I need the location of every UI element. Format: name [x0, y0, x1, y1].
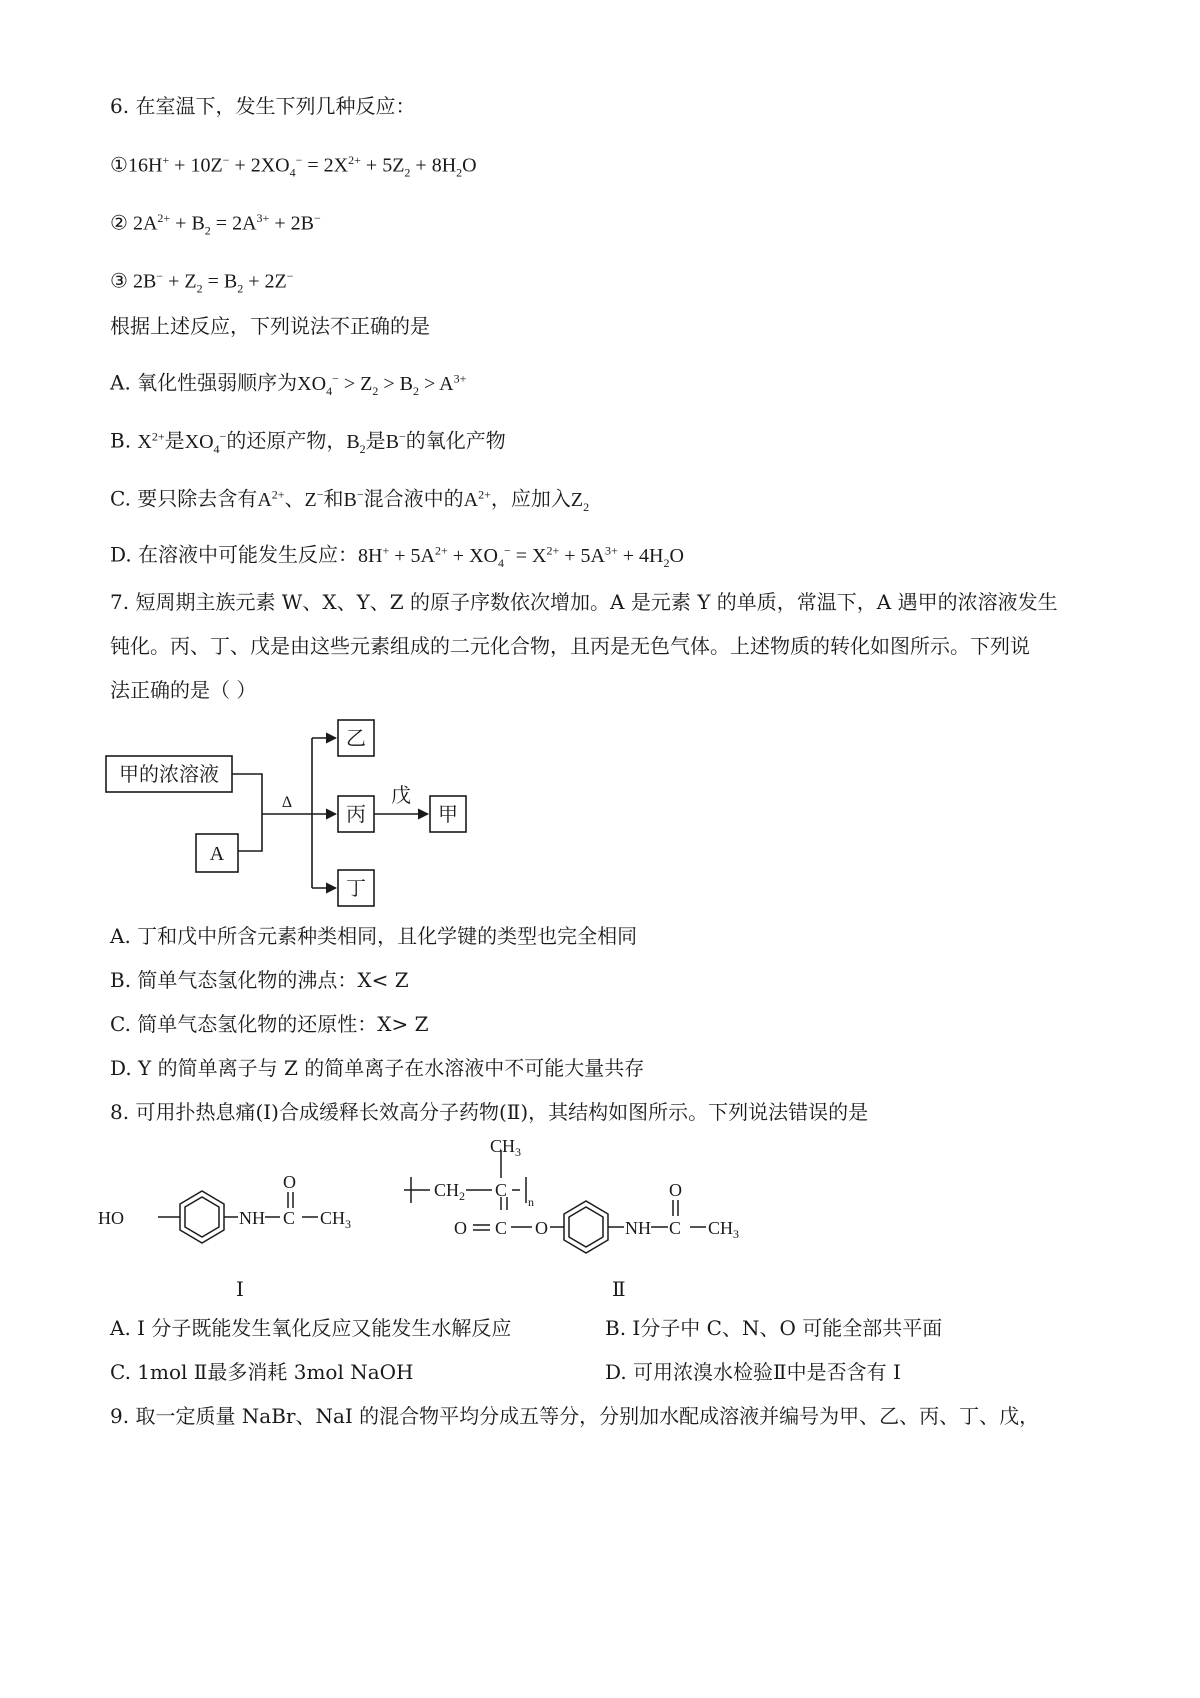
q7-stem-line-2: 钝化。丙、丁、戊是由这些元素组成的二元化合物，且丙是无色气体。上述物质的转化如图所示。下列说: [110, 634, 1030, 658]
label-wu: 戊: [391, 783, 411, 807]
label-a: A: [209, 843, 225, 865]
label-ch3-2: $CH_3$: [708, 1218, 740, 1241]
structure-2: [404, 1150, 706, 1253]
label-o-carbonyl: O: [454, 1218, 467, 1238]
label-n: n: [528, 1195, 534, 1209]
label-o-ester: O: [535, 1218, 548, 1238]
q8-stem: 8. 可用扑热息痛(Ⅰ)合成缓释长效高分子药物(Ⅱ)，其结构如图所示。下列说法错误的是: [110, 1100, 869, 1124]
q6-reaction-3: ③ $2B^- + Z_2 = B_2 + 2Z^-$: [110, 269, 294, 296]
label-jia: 甲: [438, 802, 458, 826]
label-ch3-top: $CH_3$: [490, 1136, 522, 1159]
q6-reaction-2: ② $2A^{2+} + B_2 = 2A^{3+} + 2B^-$: [110, 211, 321, 238]
option-a-text: A. 氧化性强弱顺序为: [110, 370, 298, 395]
q6-option-d: D. 在溶液中可能发生反应：$8H^+ + 5A^{2+} + XO_4^- = X^{2+} + 5A^{3+} + 4H_2O$: [110, 542, 684, 570]
q7-stem-line-3: 法正确的是（ ）: [110, 678, 257, 702]
label-compound-1: Ⅰ: [236, 1279, 244, 1301]
label-nh-2: NH: [625, 1218, 651, 1238]
q6-option-c: C. 要只除去含有$A^{2+}$、Z−和B−混合液中的$A^{2+}$，应加入$Z_2$: [110, 486, 590, 514]
option-c-text-1: 、: [284, 486, 305, 511]
q7-option-b: B. 简单气态氢化物的沸点：X< Z: [110, 968, 409, 992]
option-c-text-3: 混合液中的: [363, 486, 464, 511]
q7-flow-diagram: [100, 710, 520, 910]
reaction-1-marker: ①: [110, 154, 128, 177]
label-heat: Δ: [281, 794, 293, 811]
label-bing: 丙: [346, 802, 366, 826]
label-ho: HO: [98, 1208, 124, 1228]
q8-structures: [90, 1130, 810, 1310]
label-compound-2: Ⅱ: [612, 1279, 626, 1301]
label-nh-1: NH: [239, 1208, 265, 1228]
q6-stem: 6. 在室温下，发生下列几种反应：: [110, 94, 416, 118]
label-c-2: C: [669, 1218, 682, 1238]
label-c-poly: C: [495, 1180, 508, 1200]
option-b-text-4: 的氧化产物: [405, 428, 506, 453]
q7-stem-line-1: 7. 短周期主族元素 W、X、Y、Z 的原子序数依次增加。A 是元素 Y 的单质，常温下，A 遇甲的浓溶液发生: [110, 590, 1058, 614]
q7-option-d: D. Y 的简单离子与 Z 的简单离子在水溶液中不可能大量共存: [110, 1056, 645, 1080]
label-jia-solution: 甲的浓溶液: [119, 762, 219, 786]
q8-option-c: C. 1mol Ⅱ最多消耗 3mol NaOH: [110, 1360, 414, 1384]
q7-option-a: A. 丁和戊中所含元素种类相同，且化学键的类型也完全相同: [110, 924, 638, 948]
label-o-1: O: [283, 1172, 296, 1192]
q6-reaction-1: ①16H+ + $10Z^- + 2XO_4^- = 2X^{2+} + 5Z_2 + 8H_2O$: [110, 153, 477, 180]
option-b-label: B.: [110, 428, 132, 453]
label-c-ester: C: [495, 1218, 508, 1238]
option-c-text-2: 和: [323, 486, 344, 511]
q6-option-b: B. $X^{2+}$是$XO_4^-$的还原产物，$B_2$是B−的氧化产物: [110, 428, 506, 456]
reaction-3-marker: ③: [110, 270, 128, 293]
option-b-text-2: 的还原产物，: [226, 428, 347, 453]
q6-option-a: A. 氧化性强弱顺序为$XO_4^- > Z_2 > B_2 > A^{3+}$: [110, 370, 467, 398]
q8-option-a: A. I 分子既能发生氧化反应又能发生水解反应: [110, 1316, 512, 1340]
q7-option-c: C. 简单气态氢化物的还原性：X> Z: [110, 1012, 429, 1036]
label-ch2: $CH_2$: [434, 1180, 466, 1203]
label-ding: 丁: [346, 876, 366, 900]
option-c-text-4: ，应加入: [490, 486, 571, 511]
q8-option-d: D. 可用浓溴水检验Ⅱ中是否含有 I: [605, 1360, 901, 1384]
option-b-text-1: 是: [164, 428, 185, 453]
option-c-label: C. 要只除去含有: [110, 486, 258, 511]
label-o-2: O: [669, 1180, 682, 1200]
option-d-label: D. 在溶液中可能发生反应：: [110, 542, 359, 567]
label-ch3-1: $CH_3$: [320, 1208, 352, 1231]
q6-prompt: 根据上述反应，下列说法不正确的是: [110, 314, 430, 338]
label-c-1: C: [283, 1208, 296, 1228]
q8-option-b: B. Ⅰ分子中 C、N、O 可能全部共平面: [605, 1316, 943, 1340]
label-yi: 乙: [346, 726, 366, 750]
option-b-text-3: 是: [365, 428, 386, 453]
q9-stem: 9. 取一定质量 NaBr、NaI 的混合物平均分成五等分，分别加水配成溶液并编号为甲、乙、丙、丁、戊，: [110, 1404, 1040, 1428]
reaction-2-marker: ②: [110, 212, 128, 235]
